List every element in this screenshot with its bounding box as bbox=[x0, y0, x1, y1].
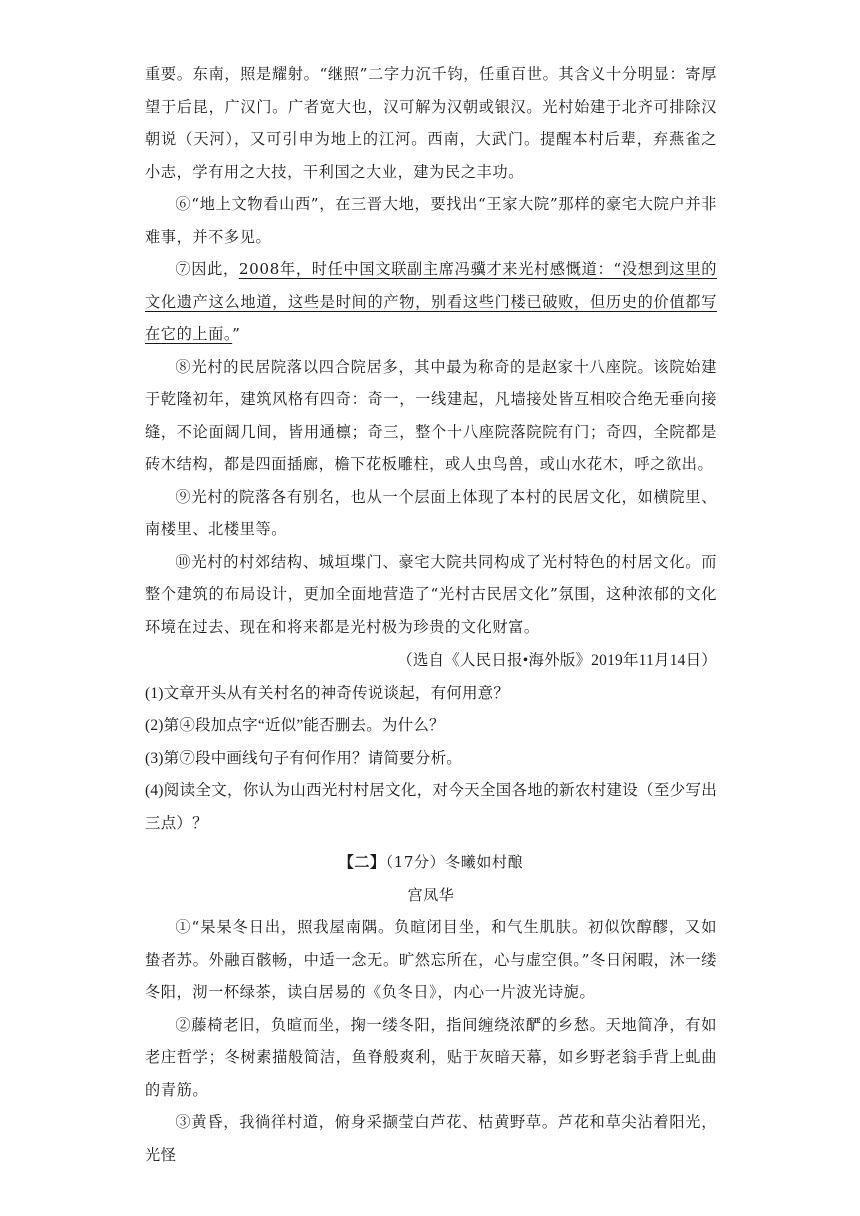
paragraph-8: ⑧光村的民居院落以四合院居多，其中最为称奇的是赵家十八座院。该院始建于乾隆初年，建筑风格有四奇：奇一，一线建起，凡墙接处皆互相咬合绝无垂向接缝，不论面阔几间，皆用通檩；奇三，整个十八座院落院院有门；奇四，全院都是砖木结构，都是四面插廊，檐下花板雕柱，或人虫鸟兽，或山水花木，呼之欲出。 bbox=[145, 357, 717, 473]
document-body bbox=[145, 58, 717, 1171]
article-source: （选自《人民日报•海外版》2019年11月14日） bbox=[397, 652, 717, 669]
paragraph-7-lead: ⑦因此， bbox=[175, 260, 239, 278]
paragraph-7-end: ” bbox=[232, 325, 241, 343]
section-number: 【二】 bbox=[338, 853, 386, 871]
underlined-sentence: 2008年，时任中国文联副主席冯骥才来光村感慨道：“没想到这里的文化遗产这么地道，这些是时间的产物，别看这些门楼已破败，但历史的价值都写在它的上面。 bbox=[145, 260, 717, 343]
paragraph-9: ⑨光村的院落各有别名，也从一个层面上体现了本村的民居文化，如横院里、南楼里、北楼里等。 bbox=[145, 487, 717, 538]
section-title bbox=[145, 846, 717, 879]
section-heading: （17分）冬曦如村酿 bbox=[385, 853, 524, 871]
article2-paragraph-1: ①“杲杲冬日出，照我屋南隅。负暄闭目坐，和气生肌肤。初似饮醇醪，又如蛰者苏。外融百骸畅，中适一念无。旷然忘所在，心与虚空俱。”冬日闲暇，沐一缕冬阳，沏一杯绿茶，读白居易的《负冬日》，内心一片波光诗旎。 bbox=[145, 918, 717, 1001]
paragraph-7 bbox=[145, 253, 717, 351]
question-4: (4)阅读全文，你认为山西光村村居文化，对今天全国各地的新农村建设（至少写出三点）？ bbox=[145, 782, 717, 832]
question-2: (2)第④段加点字“近似”能否删去。为什么？ bbox=[145, 717, 445, 734]
question-1: (1)文章开头从有关村名的神奇传说谈起，有何用意？ bbox=[145, 684, 510, 702]
article2-paragraph-2: ②藤椅老旧，负暄而坐，掬一缕冬阳，指间缠绕浓酽的乡愁。天地简净，有如老庄哲学；冬树素描般简洁，鱼脊般爽利，贴于灰暗天幕，如乡野老翁手背上虬曲的青筋。 bbox=[145, 1015, 717, 1099]
article2-paragraph-3: ③黄昏，我徜徉村道，俯身采撷莹白芦花、枯黄野草。芦花和草尖沾着阳光，光怪 bbox=[145, 1113, 717, 1164]
paragraph-5-tail: 重要。东南，照是耀射。“继照”二字力沉千钧，任重百世。其含义十分明显：寄厚望于后昆，广汉门。广者宽大也，汉可解为汉朝或银汉。光村始建于北齐可排除汉朝说（天河），又可引申为地上的江河。西南，大武门。提醒本村后辈，弃燕雀之小志，学有用之大技，干利国之大业，建为民之丰功。 bbox=[145, 65, 717, 181]
question-3: (3)第⑦段中画线句子有何作用？请简要分析。 bbox=[145, 749, 462, 767]
author-name: 宫凤华 bbox=[407, 885, 455, 904]
paragraph-10: ⑩光村的村郊结构、城垣堞门、豪宅大院共同构成了光村特色的村居文化。而整个建筑的布局设计，更加全面地营造了“光村古民居文化”氛围，这种浓郁的文化环境在过去、现在和将来都是光村极为珍贵的文化财富。 bbox=[145, 552, 717, 636]
paragraph-6: ⑥“地上文物看山西”，在三晋大地，要找出“王家大院”那样的豪宅大院户并非难事，并不多见。 bbox=[145, 195, 717, 246]
